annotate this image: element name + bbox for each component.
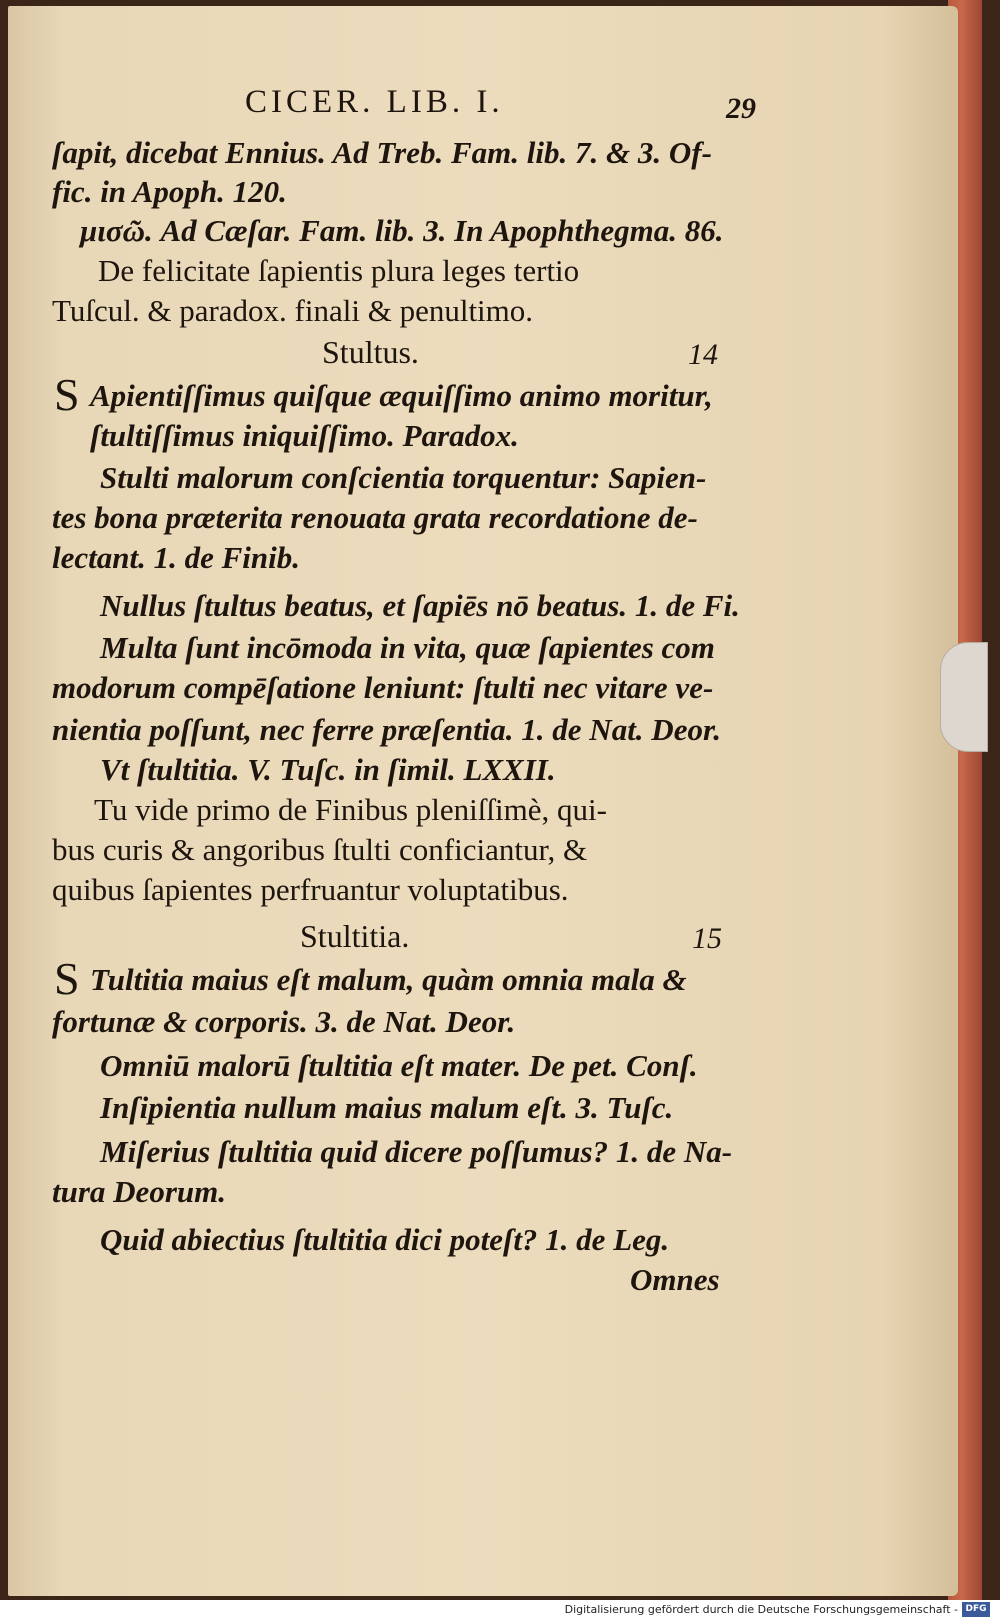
s15-line-1: Tultitia maius eſt malum, quàm omnia mala & [90,962,687,997]
text-line-3: μισῶ. Ad Cæſar. Fam. lib. 3. In Apophthegma. 86. [80,213,724,248]
section-heading-stultus: Stultus. [322,334,419,370]
s14-line-8: modorum compēſatione leniunt: ſtulti nec vitare ve- [52,670,714,705]
catchword: Omnes [630,1262,720,1297]
s15-line-4: Inſipientia nullum maius malum eſt. 3. Tuſc. [100,1090,674,1125]
text-line-2: fic. in Apoph. 120. [52,174,287,209]
s14-line-10: Vt ſtultitia. V. Tuſc. in ſimil. LXXII. [100,752,556,787]
footer-credit: Digitalisierung gefördert durch die Deutsche Forschungsgemeinschaft - [564,1603,958,1616]
s14-line-1: Apientiſſimus quiſque æquiſſimo animo moritur, [90,378,713,413]
text-line-4: De felicitate ſapientis plura leges tertio [98,253,580,288]
section-number-14: 14 [688,338,718,371]
s15-line-3: Omniū malorū ſtultitia eſt mater. De pet. Conſ. [100,1048,698,1083]
running-title: CICER. LIB. I. [245,84,504,120]
dropcap-s-14: S [54,369,80,420]
s14-line-13: quibus ſapientes perfruantur voluptatibus. [52,872,569,907]
section-number-15: 15 [692,922,722,955]
dropcap-s-15: S [54,953,80,1004]
s14-line-4: tes bona præterita renouata grata recordatione de- [52,500,698,535]
digitization-footer [0,1600,1000,1621]
page-number: 29 [726,92,756,125]
dfg-logo-icon: DFG [962,1602,990,1617]
s14-line-3: Stulti malorum conſcientia torquentur: Sapien- [100,460,707,495]
text-line-1: ſapit, dicebat Ennius. Ad Treb. Fam. lib. 7. & 3. Of- [52,135,712,170]
s14-line-12: bus curis & angoribus ſtulti conficiantur, & [52,832,588,867]
s14-line-5: lectant. 1. de Finib. [52,540,300,575]
s15-line-6: tura Deorum. [52,1174,226,1209]
text-line-5: Tuſcul. & paradox. finali & penultimo. [52,293,534,328]
s15-line-5: Miſerius ſtultitia quid dicere poſſumus? 1. de Na- [100,1134,733,1169]
s15-line-2: fortunæ & corporis. 3. de Nat. Deor. [52,1004,516,1039]
page-marker-tab [940,642,988,752]
s15-line-7: Quid abiectius ſtultitia dici poteſt? 1. de Leg. [100,1222,670,1257]
s14-line-11: Tu vide primo de Finibus pleniſſimè, qui- [94,792,607,827]
s14-line-9: nientia poſſunt, nec ferre præſentia. 1. de Nat. Deor. [52,712,722,747]
s14-line-6: Nullus ſtultus beatus, et ſapiēs nō beatus. 1. de Fi. [100,588,740,623]
s14-line-7: Multa ſunt incōmoda in vita, quæ ſapientes com [100,630,715,665]
s14-line-2: ſtultiſſimus iniquiſſimo. Paradox. [90,418,519,453]
section-heading-stultitia: Stultitia. [300,918,410,954]
